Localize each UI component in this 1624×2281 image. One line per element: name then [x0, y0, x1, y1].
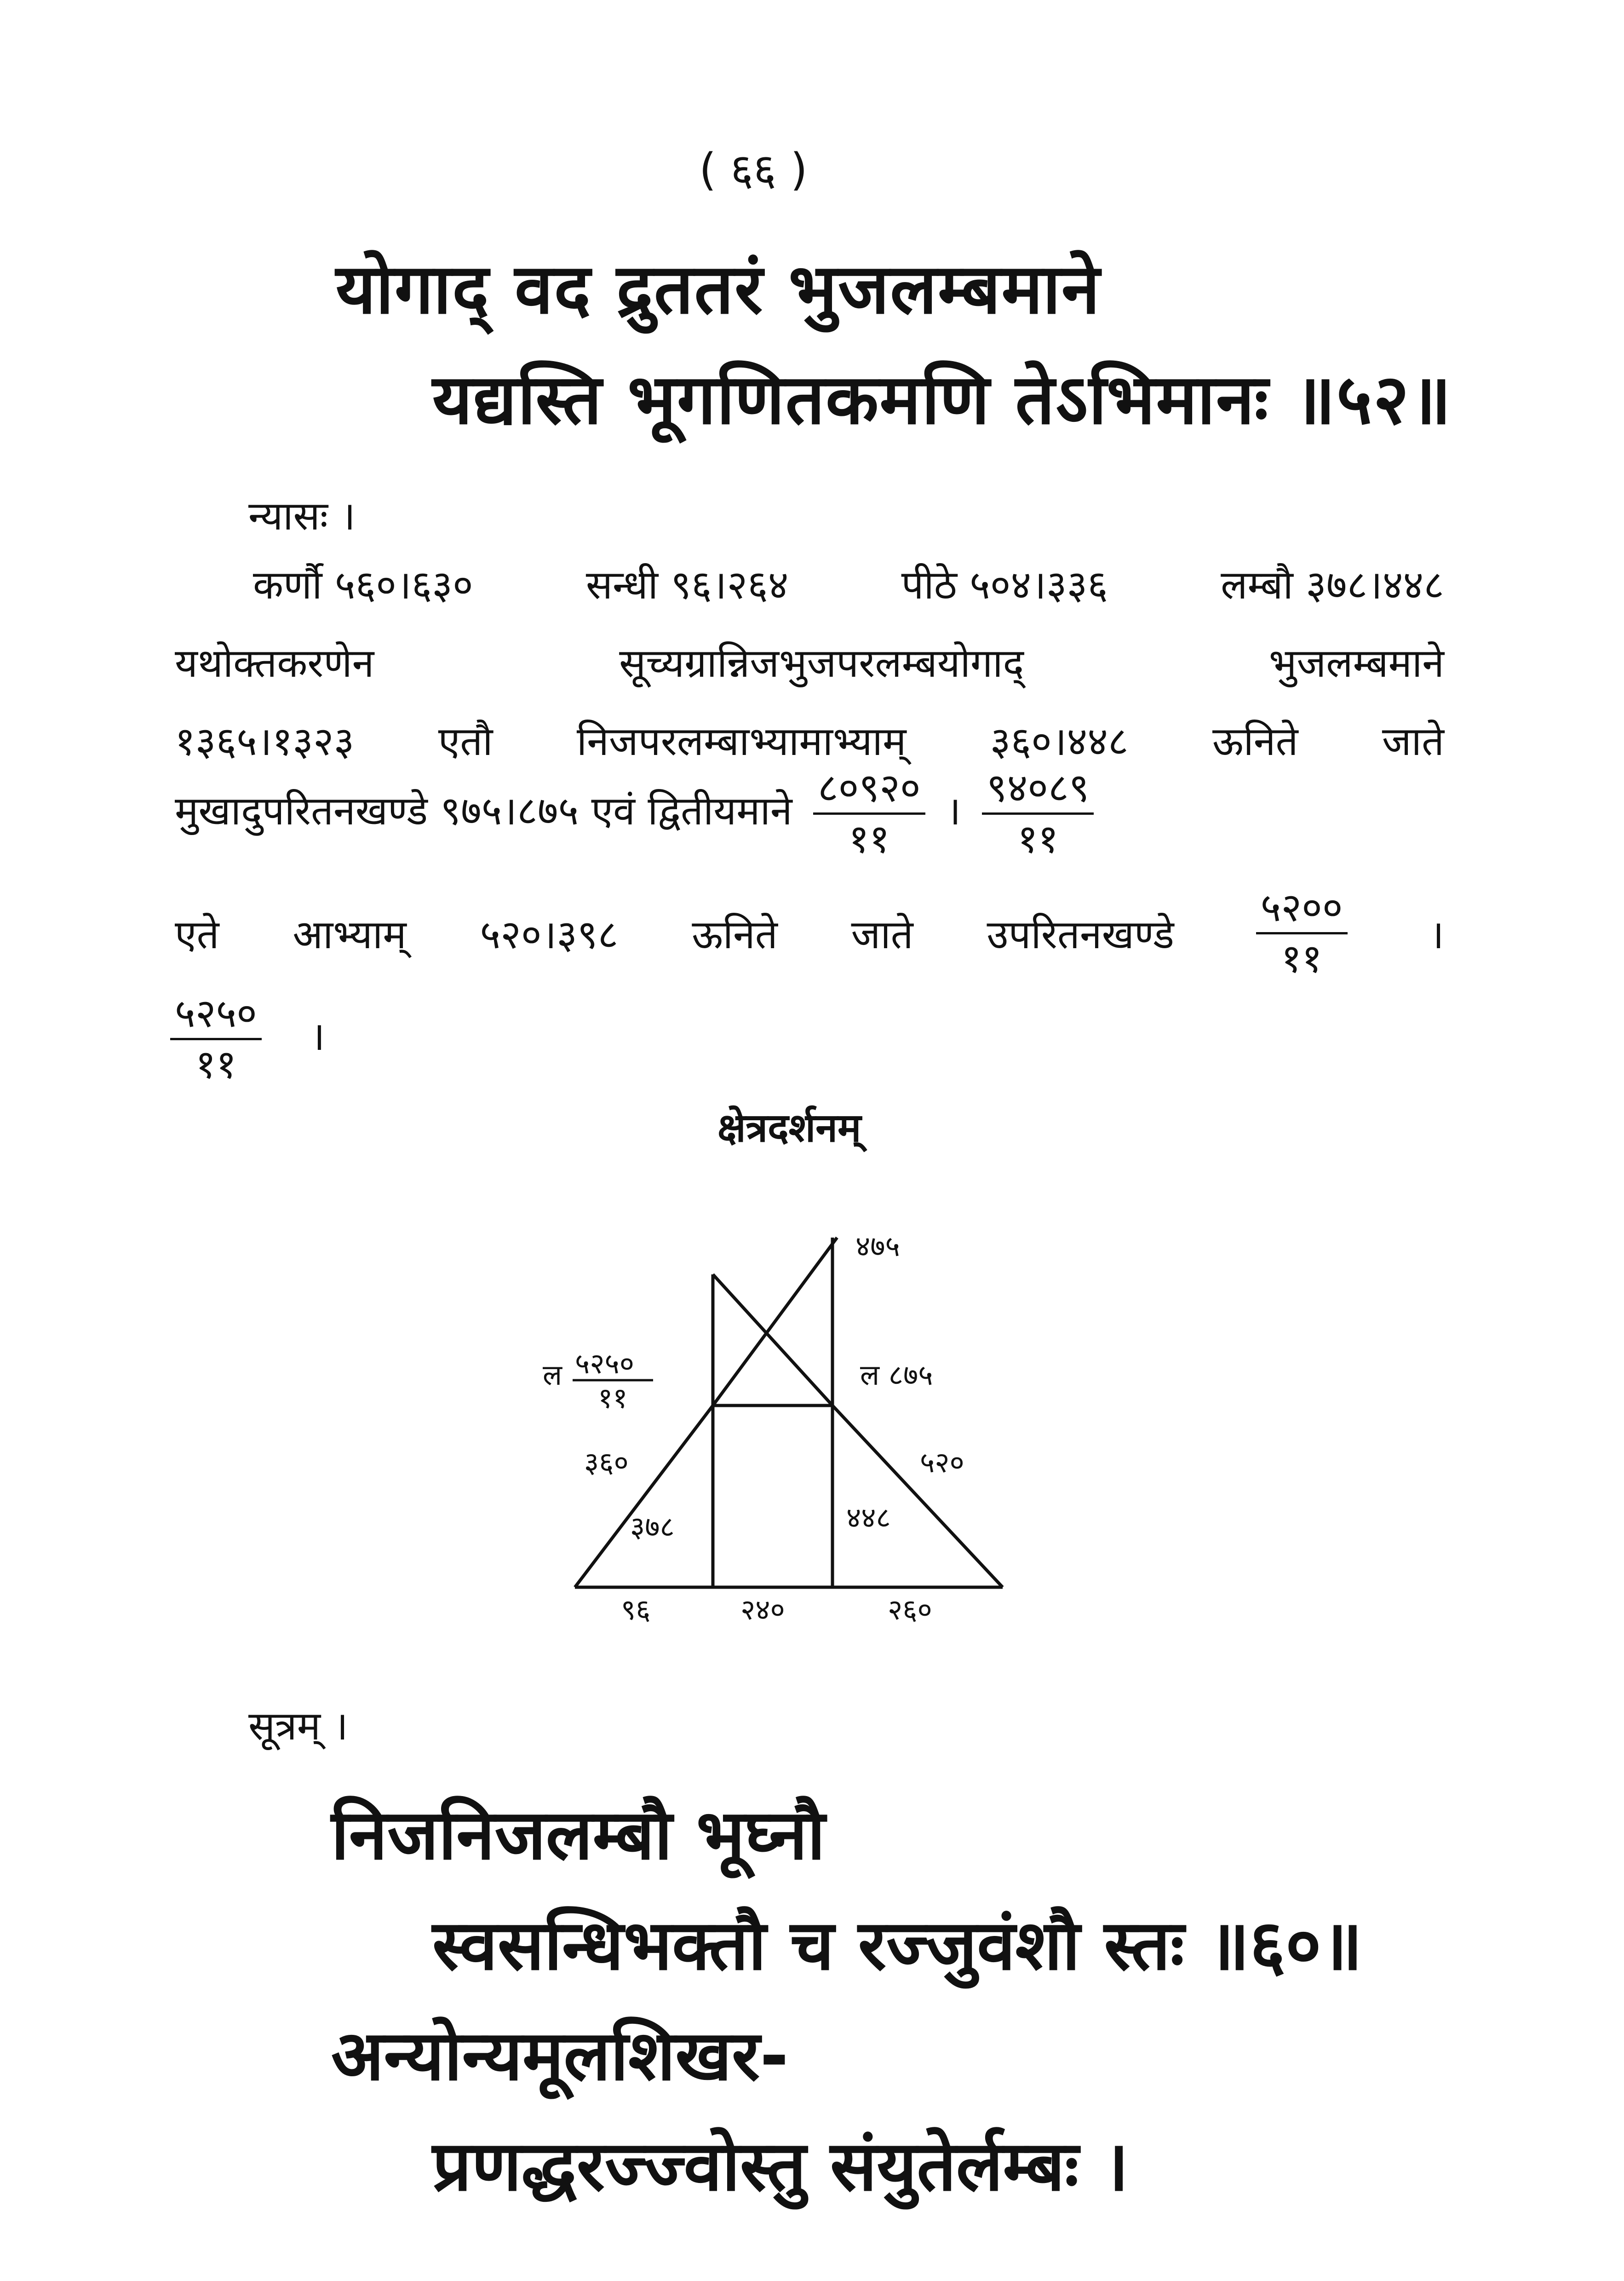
pitha-values: पीठे ५०४।३३६	[901, 562, 1108, 608]
verse-52-line-2: यद्यस्ति भूगणितकमणि तेऽभिमानः ॥५२॥	[432, 360, 1452, 440]
lamba-values: लम्बौ ३७८।४४८	[1221, 562, 1444, 608]
text-segment: आभ्याम्	[293, 912, 407, 958]
label-right-side: ५२०	[920, 1446, 964, 1479]
text-segment: भुजलम्बमाने	[1268, 640, 1444, 686]
fraction-numerator: ५२००	[1256, 888, 1348, 934]
text-segment: ऊनिते	[692, 912, 778, 958]
left-diagonal-upper	[713, 1238, 837, 1405]
text-segment: ३६०।४४८	[990, 719, 1129, 765]
text-segment: यथोक्तकरणेन	[175, 640, 374, 686]
label-left-inner: ३७८	[630, 1510, 675, 1544]
separator: ।	[310, 1013, 325, 1060]
label-left-lambda-den: ११	[598, 1381, 628, 1415]
label-left-lambda-prefix: ल	[543, 1358, 562, 1392]
label-right-inner: ४४८	[846, 1501, 891, 1534]
fraction-numerator: ५२५०	[170, 994, 262, 1040]
label-left-lambda-num: ५२५०	[575, 1347, 634, 1380]
label-base-mid: २४०	[740, 1593, 785, 1626]
text-segment: एते	[175, 912, 219, 958]
label-base-right: २६०	[888, 1593, 932, 1626]
verse-60-line-2: स्वसन्धिभक्तौ च रज्जुवंशौ स्तः ॥६०॥	[432, 1906, 1363, 1986]
label-base-left: ९६	[621, 1593, 651, 1626]
verse-60-line-4: प्रणद्धरज्ज्वोस्तु संयुतेर्लम्बः ।	[432, 2126, 1129, 2206]
separator: ।	[1429, 912, 1444, 958]
label-top: ४७५	[855, 1229, 900, 1263]
karna-values: कर्णौ ५६०।६३०	[253, 562, 473, 608]
sandhi-values: सन्धी ९६।२६४	[585, 562, 789, 608]
label-left-side: ३६०	[584, 1446, 629, 1479]
verse-60-line-1: निजनिजलम्बौ भूघ्नौ	[331, 1795, 826, 1875]
text-segment: १३६५।१३२३	[175, 719, 355, 765]
separator: ।	[946, 788, 961, 834]
text-segment: जाते	[851, 912, 913, 958]
page-number: ( ६६ )	[699, 144, 808, 196]
diagram-caption: क्षेत्रदर्शनम्	[717, 1105, 861, 1151]
left-side-line	[575, 1405, 713, 1587]
fraction-denominator: ११	[195, 1042, 237, 1088]
text-segment: उपरितनखण्डे	[987, 912, 1174, 958]
fraction-numerator: ९४०८९	[982, 768, 1094, 815]
text-segment: निजपरलम्बाभ्यामाभ्याम्	[576, 719, 907, 765]
text-segment: सूच्यग्रान्निजभुजपरलम्बयोगाद्	[619, 640, 1024, 686]
text-segment: मुखादुपरितनखण्डे ९७५।८७५ एवं द्वितीयमाने	[175, 788, 792, 834]
fraction-denominator: ११	[1281, 936, 1322, 982]
label-right-lambda: ल ८७५	[860, 1358, 933, 1392]
right-diagonal-upper	[713, 1274, 832, 1405]
fraction-denominator: ११	[1017, 816, 1059, 862]
verse-52-line-1: योगाद् वद द्रुततरं भुजलम्बमाने	[336, 249, 1101, 329]
text-segment: जाते	[1382, 719, 1444, 765]
verse-60-line-3: अन्योन्यमूलशिखर-	[331, 2016, 789, 2096]
nyasa-label: न्यासः ।	[248, 493, 356, 539]
text-segment: ५२०।३९८	[480, 912, 619, 958]
fraction-denominator: ११	[849, 816, 890, 862]
sutra-label: सूत्रम् ।	[248, 1703, 348, 1749]
fraction-numerator: ८०९२०	[813, 768, 925, 815]
right-side-line	[832, 1405, 1003, 1587]
text-segment: ऊनिते	[1212, 719, 1298, 765]
text-segment: एतौ	[438, 719, 493, 765]
